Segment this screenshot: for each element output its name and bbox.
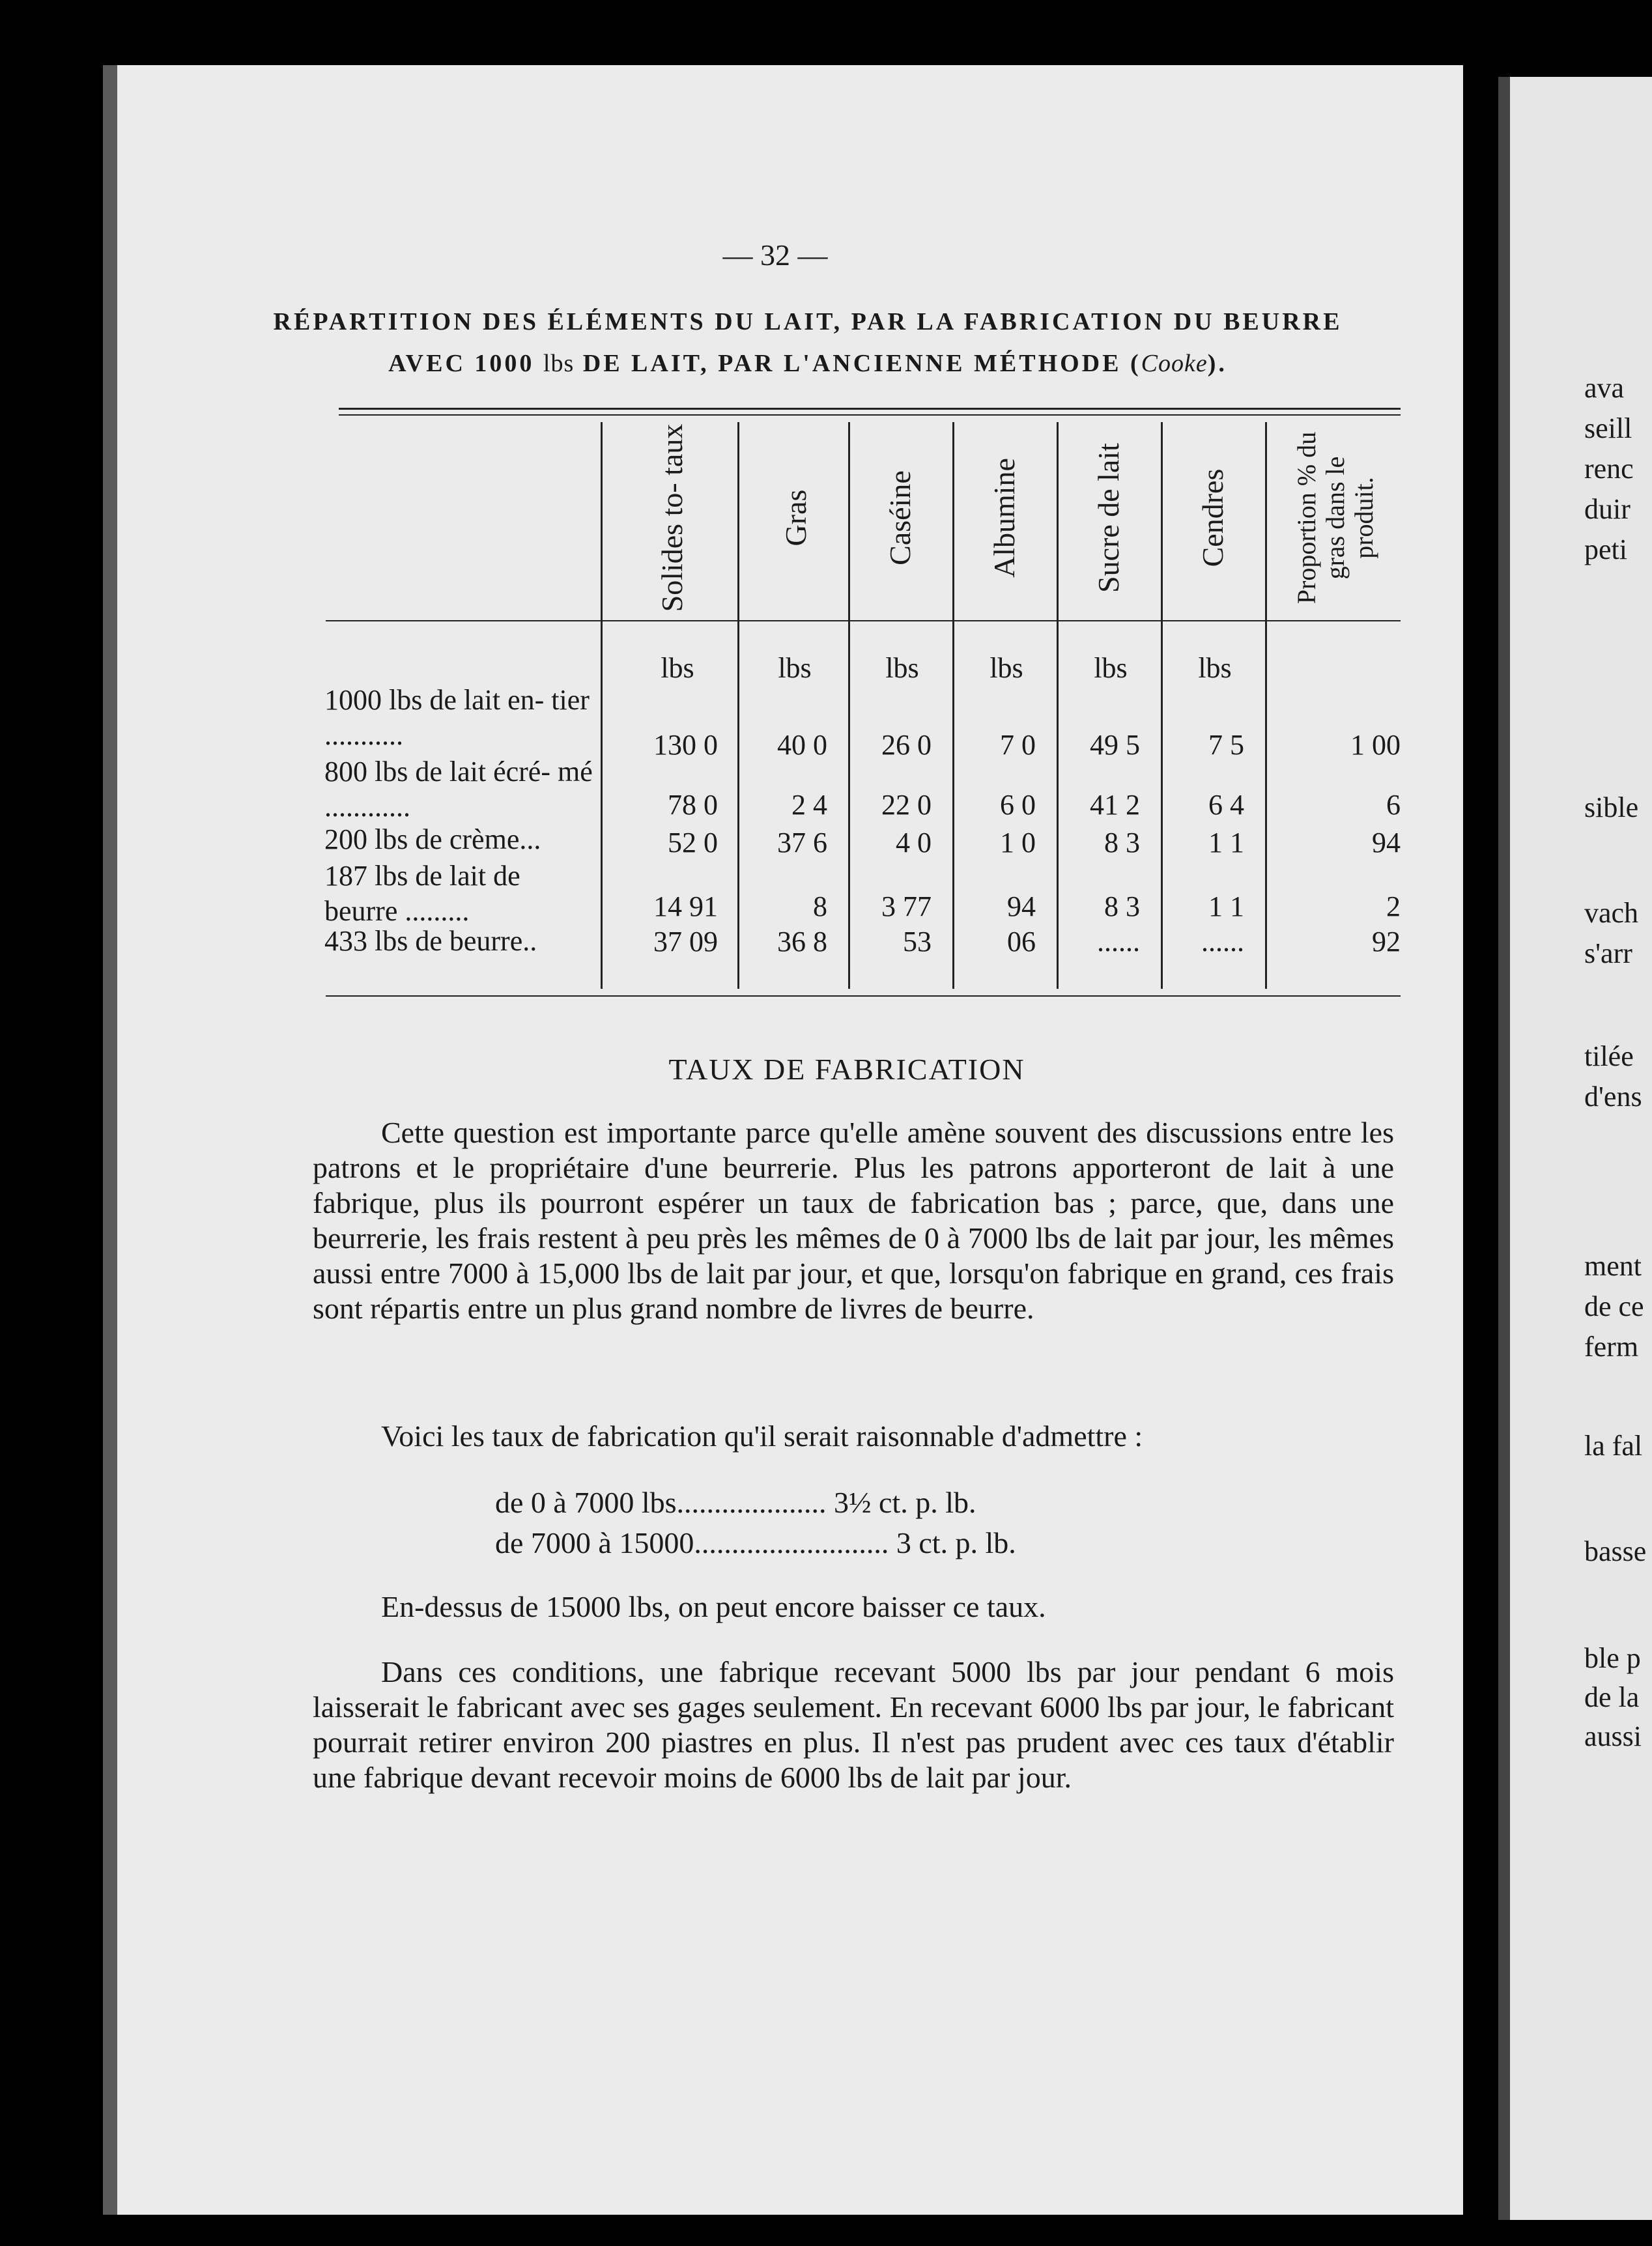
title-unit: lbs bbox=[543, 350, 575, 377]
right-page-fragment: ava bbox=[1584, 372, 1625, 404]
unit-label: lbs bbox=[1094, 652, 1128, 684]
table-title-line1: RÉPARTITION DES ÉLÉMENTS DU LAIT, PAR LA FABRICATION DU BEURRE bbox=[273, 308, 1343, 335]
table-cell: 130 0 bbox=[653, 729, 718, 761]
unit-label: lbs bbox=[990, 652, 1023, 684]
table-cell: 94 bbox=[1007, 890, 1036, 922]
table-cell: 14 91 bbox=[653, 890, 718, 922]
table-top-rule bbox=[339, 408, 1401, 410]
col-header-sucre: Sucre de lait bbox=[1092, 443, 1125, 593]
table-cell: 8 bbox=[813, 890, 827, 922]
right-page-fragment: renc bbox=[1584, 453, 1634, 485]
col-divider bbox=[1265, 422, 1267, 989]
table-cell: 94 bbox=[1372, 827, 1401, 859]
col-header-albumine: Albumine bbox=[988, 458, 1021, 578]
paragraph-1: Cette question est importante parce qu'elle amène souvent des discussions entre les patrons et le propriétaire d'une beurrerie. Plus les patrons apporteront de lait à une fabrique, plus ils pourront espérer un taux de fabrication bas ; parce, que, dans une beurrerie, les frais restent à peu près les mêmes de 0 à 7000 lbs de lait par jour, les mêmes aussi entre 7000 à 15,000 lbs de lait par jour, et que, lorsqu'on fabrique en grand, ces frais sont répartis entre un plus grand nombre de livres de beurre. bbox=[313, 1116, 1394, 1325]
table-cell: 6 4 bbox=[1208, 789, 1244, 821]
table-cell: 1 1 bbox=[1208, 827, 1244, 859]
table-bottom-rule bbox=[326, 995, 1401, 997]
paragraph-2: Voici les taux de fabrication qu'il serait raisonnable d'admettre : bbox=[381, 1419, 1143, 1453]
table-cell: 37 09 bbox=[653, 926, 718, 958]
right-page-fragment: vach bbox=[1584, 897, 1639, 929]
table-cell: 49 5 bbox=[1090, 729, 1140, 761]
right-page-fragment: la fal bbox=[1584, 1430, 1643, 1462]
right-page-fragment: ment bbox=[1584, 1250, 1642, 1282]
right-page-fragment: sible bbox=[1584, 791, 1639, 823]
right-page bbox=[1498, 77, 1652, 2220]
table-cell: 36 8 bbox=[777, 926, 827, 958]
header-rule bbox=[326, 620, 1401, 621]
table-cell: ...... bbox=[1201, 926, 1244, 958]
table-title-line2: AVEC 1000 lbs DE LAIT, PAR L'ANCIENNE MÉTHODE (Cooke). bbox=[388, 350, 1227, 377]
table-cell: 8 3 bbox=[1104, 827, 1140, 859]
table-cell: 2 bbox=[1386, 890, 1401, 922]
col-divider bbox=[737, 422, 739, 989]
table-cell: 6 bbox=[1386, 789, 1401, 821]
table-cell: 41 2 bbox=[1090, 789, 1140, 821]
row-label: 800 lbs de lait écré- mé ............ bbox=[324, 756, 593, 823]
right-page-fragment: tilée bbox=[1584, 1040, 1634, 1072]
table-cell: 7 5 bbox=[1208, 729, 1244, 761]
page-number: — 32 — bbox=[722, 238, 828, 272]
col-header-proportion: Proportion % du gras dans le produit. bbox=[1292, 431, 1378, 604]
right-page-fragment: aussi bbox=[1584, 1720, 1642, 1752]
table-cell: 6 0 bbox=[1000, 789, 1036, 821]
unit-label: lbs bbox=[778, 652, 812, 684]
table-title bbox=[195, 301, 1420, 384]
row-label: 433 lbs de beurre.. bbox=[324, 925, 537, 957]
col-header-solides: Solides to- taux bbox=[655, 423, 689, 612]
table-cell: 4 0 bbox=[896, 827, 932, 859]
title-author: Cooke bbox=[1141, 350, 1208, 377]
paragraph-4: Dans ces conditions, une fabrique recevant 5000 lbs par jour pendant 6 mois laisserait le fabricant avec ses gages seulement. En recevant 6000 lbs par jour, le fabricant pourrait retirer environ 200 piastres en plus. Il n'est pas prudent avec ces taux d'établir une fabrique devant recevoir moins de 6000 lbs de lait par jour. bbox=[313, 1655, 1394, 1794]
col-header-caseine: Caséine bbox=[883, 470, 917, 565]
col-header-cendres: Cendres bbox=[1196, 468, 1229, 567]
right-page-fragment: s'arr bbox=[1584, 937, 1632, 969]
table-cell: ...... bbox=[1097, 926, 1140, 958]
table-cell: 78 0 bbox=[668, 789, 718, 821]
table-top-rule-2 bbox=[339, 414, 1401, 416]
table-cell: 1 0 bbox=[1000, 827, 1036, 859]
table-cell: 8 3 bbox=[1104, 890, 1140, 922]
table-cell: 26 0 bbox=[881, 729, 932, 761]
col-divider bbox=[601, 422, 603, 989]
section-heading: TAUX DE FABRICATION bbox=[668, 1053, 1025, 1086]
rate-line-2: de 7000 à 15000.......................... 3 ct. p. lb. bbox=[495, 1526, 1016, 1559]
right-page-fragment: basse bbox=[1584, 1535, 1647, 1567]
row-label: 187 lbs de lait de beurre ......... bbox=[324, 860, 520, 927]
row-label: 200 lbs de crème... bbox=[324, 823, 541, 855]
right-page-fragment: de la bbox=[1584, 1681, 1640, 1713]
paragraph-3: En-dessus de 15000 lbs, on peut encore baisser ce taux. bbox=[381, 1590, 1046, 1623]
table-cell: 06 bbox=[1007, 926, 1036, 958]
right-page-fragment: ble p bbox=[1584, 1642, 1641, 1674]
right-page-fragment: ferm bbox=[1584, 1331, 1639, 1363]
unit-label: lbs bbox=[661, 652, 694, 684]
unit-label: lbs bbox=[1198, 652, 1232, 684]
right-page-fragment: de ce bbox=[1584, 1290, 1644, 1322]
rate-line-1: de 0 à 7000 lbs.................... 3½ ct. p. lb. bbox=[495, 1486, 976, 1519]
right-page-fragment: d'ens bbox=[1584, 1081, 1642, 1113]
table-cell: 7 0 bbox=[1000, 729, 1036, 761]
table-cell: 92 bbox=[1372, 926, 1401, 958]
table-cell: 2 4 bbox=[791, 789, 827, 821]
unit-label: lbs bbox=[885, 652, 919, 684]
table-cell: 1 1 bbox=[1208, 890, 1244, 922]
col-header-gras: Gras bbox=[779, 489, 812, 547]
table-cell: 40 0 bbox=[777, 729, 827, 761]
table-cell: 52 0 bbox=[668, 827, 718, 859]
row-label: 1000 lbs de lait en- tier ........... bbox=[324, 684, 590, 751]
table-cell: 3 77 bbox=[881, 890, 932, 922]
table-cell: 37 6 bbox=[777, 827, 827, 859]
right-page-fragment: peti bbox=[1584, 533, 1627, 565]
table-cell: 53 bbox=[903, 926, 932, 958]
right-page-fragment: duir bbox=[1584, 493, 1631, 525]
table-cell: 1 00 bbox=[1350, 729, 1401, 761]
table-cell: 22 0 bbox=[881, 789, 932, 821]
right-page-fragment: seill bbox=[1584, 412, 1632, 444]
